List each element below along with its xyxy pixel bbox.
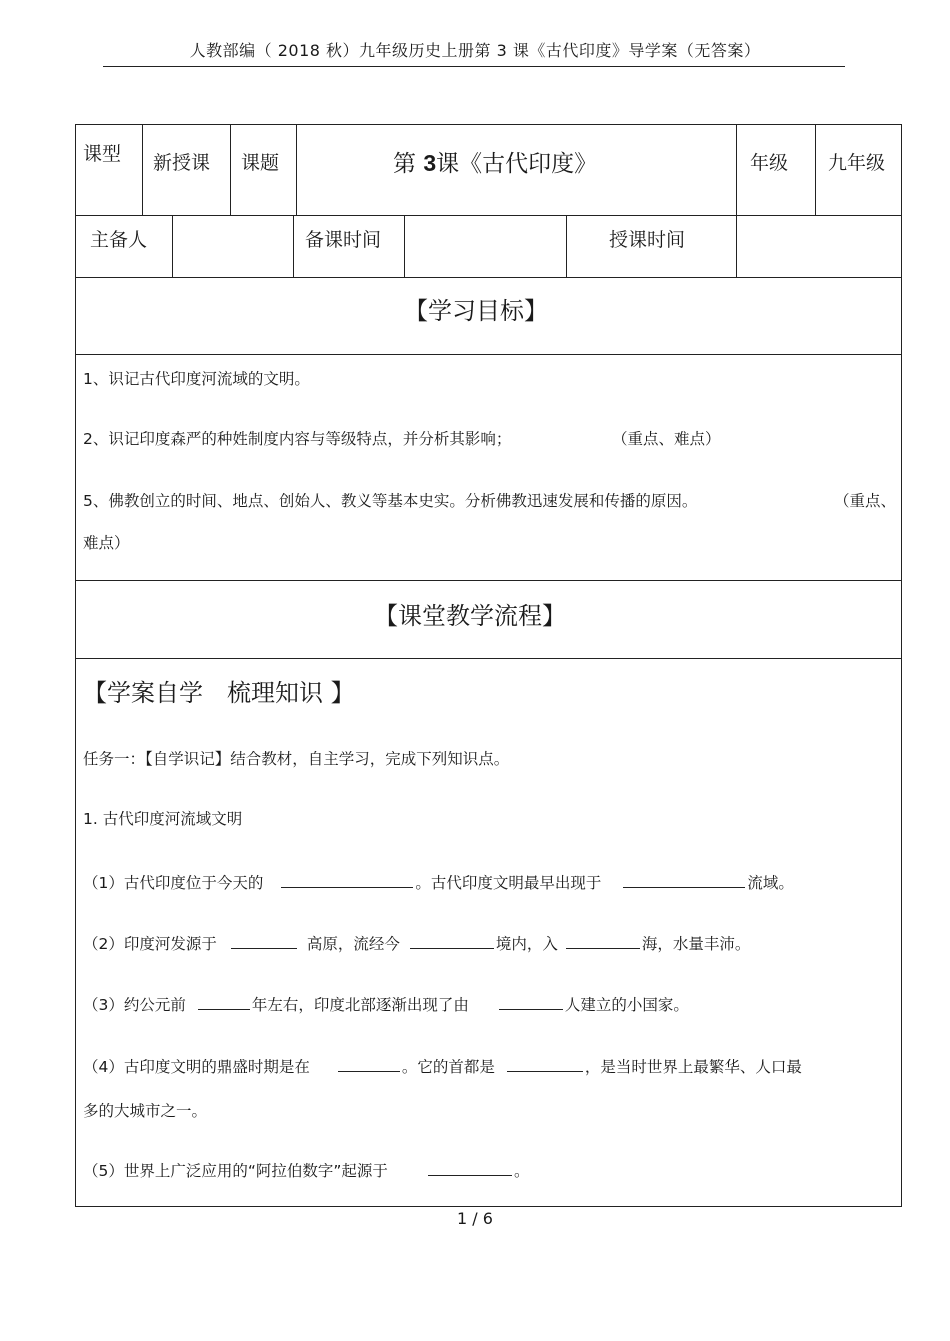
row1-divider bbox=[736, 125, 737, 215]
page-header: 人教部编（ 2018 秋）九年级历史上册第 3 课《古代印度》导学案（无答案） bbox=[189, 41, 761, 60]
question-text: （1）古代印度位于今天的 bbox=[83, 874, 264, 892]
question-5 bbox=[83, 1159, 529, 1181]
objective-item-continued: 难点） bbox=[83, 534, 130, 552]
objective-item: 5、佛教创立的时间、地点、创始人、教义等基本史实。分析佛教迅速发展和传播的原因。 bbox=[83, 492, 698, 510]
answer-blank[interactable] bbox=[566, 934, 640, 949]
question-text: 海，水量丰沛。 bbox=[641, 935, 751, 953]
lesson-title-prefix: 第 bbox=[393, 151, 416, 177]
lesson-title-suffix: 课《古代印度》 bbox=[436, 151, 598, 177]
process-title: 【课堂教学流程】 bbox=[374, 602, 566, 630]
type-value: 新授课 bbox=[153, 152, 211, 174]
question-text: 流域。 bbox=[747, 874, 794, 892]
process-title-rule bbox=[76, 658, 901, 659]
task-instruction: 任务一：【自学识记】结合教材，自主学习，完成下列知识点。 bbox=[83, 750, 510, 768]
answer-blank[interactable] bbox=[281, 873, 413, 888]
objective-item: 2、识记印度森严的种姓制度内容与等级特点，并分析其影响； bbox=[83, 430, 512, 448]
row2-divider bbox=[736, 215, 737, 277]
objectives-bottom-rule bbox=[76, 580, 901, 581]
row2-divider bbox=[566, 215, 567, 277]
row1-bottom-rule bbox=[76, 215, 901, 216]
objective-item: 1、识记古代印度河流域的文明。 bbox=[83, 370, 310, 388]
question-4-continued: 多的大城市之一。 bbox=[83, 1102, 208, 1120]
question-3 bbox=[83, 993, 689, 1015]
question-text: （2）印度河发源于 bbox=[83, 935, 217, 953]
topic-label: 课题 bbox=[241, 152, 280, 174]
header-rule bbox=[103, 66, 845, 67]
preparer-label: 主备人 bbox=[90, 229, 148, 251]
question-text: 。古代印度文明最早出现于 bbox=[415, 874, 602, 892]
question-text: 。它的首都是 bbox=[401, 1058, 495, 1076]
answer-blank[interactable] bbox=[410, 934, 494, 949]
answer-blank[interactable] bbox=[507, 1057, 583, 1072]
question-1 bbox=[83, 871, 794, 893]
question-text: （3）约公元前 bbox=[83, 996, 186, 1014]
row2-bottom-rule bbox=[76, 277, 901, 278]
answer-blank[interactable] bbox=[428, 1161, 512, 1176]
type-label: 课型 bbox=[83, 143, 122, 165]
grade-label: 年级 bbox=[750, 152, 789, 174]
answer-blank[interactable] bbox=[198, 995, 250, 1010]
question-4 bbox=[83, 1055, 802, 1077]
row2-divider bbox=[404, 215, 405, 277]
grade-value: 九年级 bbox=[828, 152, 886, 174]
question-text: （4）古印度文明的鼎盛时期是在 bbox=[83, 1058, 310, 1076]
answer-blank[interactable] bbox=[338, 1057, 400, 1072]
objective-note: （重点、 bbox=[834, 492, 897, 510]
objectives-title-rule bbox=[76, 354, 901, 355]
row1-divider bbox=[142, 125, 143, 215]
answer-blank[interactable] bbox=[499, 995, 563, 1010]
question-text: 境内，入 bbox=[495, 935, 558, 953]
answer-blank[interactable] bbox=[231, 934, 297, 949]
question-text: 人建立的小国家。 bbox=[564, 996, 689, 1014]
row2-divider bbox=[172, 215, 173, 277]
row1-divider bbox=[230, 125, 231, 215]
question-2 bbox=[83, 932, 750, 954]
question-text: 年左右，印度北部逐渐出现了由 bbox=[251, 996, 469, 1014]
knowledge-subhead: 1. 古代印度河流域文明 bbox=[83, 810, 243, 828]
lesson-table bbox=[75, 124, 902, 1207]
self-study-title: 【学案自学 梳理知识 】 bbox=[83, 679, 355, 707]
page-number: 1 / 6 bbox=[457, 1209, 493, 1228]
answer-blank[interactable] bbox=[623, 873, 745, 888]
row2-divider bbox=[293, 215, 294, 277]
row1-divider bbox=[296, 125, 297, 215]
lesson-title-number: 3 bbox=[423, 150, 437, 176]
objectives-title: 【学习目标】 bbox=[404, 297, 548, 325]
objective-note: （重点、难点） bbox=[612, 430, 721, 448]
question-text: ，是当时世界上最繁华、人口最 bbox=[584, 1058, 802, 1076]
lesson-title bbox=[393, 145, 597, 178]
question-text: 。 bbox=[513, 1162, 530, 1180]
row1-divider bbox=[815, 125, 816, 215]
prep-time-label: 备课时间 bbox=[305, 229, 382, 251]
question-text: 高原，流经今 bbox=[306, 935, 400, 953]
teach-time-label: 授课时间 bbox=[609, 229, 686, 251]
question-text: （5）世界上广泛应用的“阿拉伯数字”起源于 bbox=[83, 1162, 388, 1180]
